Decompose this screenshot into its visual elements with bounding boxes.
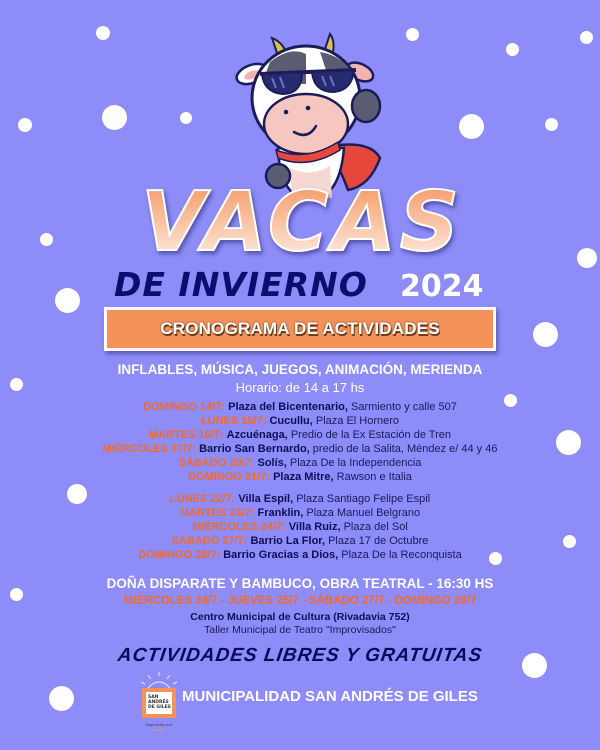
svg-text:ANDRÉS: ANDRÉS bbox=[148, 700, 169, 705]
schedule-row: SÁBADO 20/7: Solís, Plaza De la Independencia bbox=[178, 457, 422, 469]
snowflake-dot-icon bbox=[40, 233, 53, 246]
snowflake-dot-icon bbox=[459, 114, 484, 139]
schedule-row: LUNES 22/7: Villa Espil, Plaza Santiago Felipe Espil bbox=[169, 493, 431, 505]
snowflake-dot-icon bbox=[580, 31, 593, 44]
year: 2024 bbox=[400, 269, 484, 304]
schedule-row: LUNES 15/7: Cucullu, Plaza El Hornero bbox=[200, 415, 400, 427]
play-venue: Centro Municipal de Cultura (Rivadavia 752) bbox=[190, 611, 410, 623]
schedule-week-1 bbox=[0, 400, 600, 484]
snowflake-dot-icon bbox=[577, 248, 597, 268]
activities-list: INFLABLES, MÚSICA, JUEGOS, ANIMACIÓN, MERIENDA bbox=[117, 362, 483, 377]
subtitle bbox=[108, 262, 508, 304]
schedule-row: MARTES 16/7: Azcuénaga, Predio de la Ex Estación de Tren bbox=[148, 429, 452, 441]
schedule-row: MIÉRCOLES 24/7: Villa Ruiz, Plaza del Sol bbox=[192, 521, 408, 533]
hours: Horario: de 14 a 17 hs bbox=[235, 380, 365, 395]
svg-text:SAN: SAN bbox=[148, 695, 159, 700]
banner-label: CRONOGRAMA DE ACTIVIDADES bbox=[160, 319, 440, 338]
municipality-logo-icon bbox=[138, 672, 180, 734]
snowflake-dot-icon bbox=[545, 118, 558, 131]
schedule-week-2 bbox=[0, 492, 600, 562]
play-group: Taller Municipal de Teatro "Improvisados" bbox=[204, 624, 396, 636]
schedule-row: MIÉRCOLES 17/7: Barrio San Bernardo, predio de la Salita, Méndez e/ 44 y 46 bbox=[102, 443, 498, 455]
snowflake-dot-icon bbox=[18, 118, 32, 132]
schedule-row: SÁBADO 27/7: Barrio La Flor, Plaza 17 de Octubre bbox=[171, 535, 429, 547]
snowflake-dot-icon bbox=[533, 322, 558, 347]
snowflake-dot-icon bbox=[406, 28, 419, 41]
snowflake-dot-icon bbox=[102, 105, 127, 130]
schedule-row: MARTES 23/7: Franklin, Plaza Manuel Belgrano bbox=[179, 507, 421, 519]
snowflake-dot-icon bbox=[49, 686, 74, 711]
title-vacas bbox=[112, 180, 492, 260]
banner-cronograma bbox=[104, 307, 496, 351]
play-dates: MIÉRCOLES 24/7 - JUEVES 25/7 - SÁBADO 27/7 - DOMINGO 28/7 bbox=[123, 595, 477, 607]
play-title: DOÑA DISPARATE Y BAMBUCO, OBRA TEATRAL - 16:30 HS bbox=[106, 576, 494, 591]
schedule-row: DOMINGO 14/7: Plaza del Bicentenario, Sarmiento y calle 507 bbox=[143, 401, 457, 413]
cow-mascot-icon bbox=[220, 28, 390, 198]
schedule-row: DOMINGO 21/7: Plaza Mitre, Rawson e Italia bbox=[188, 471, 412, 483]
schedule-row: DOMINGO 28/7: Barrio Gracias a Dios, Plaza De la Reconquista bbox=[138, 549, 462, 561]
free-activities-tagline: ACTIVIDADES LIBRES Y GRATUITAS bbox=[116, 645, 484, 666]
municipality-name: MUNICIPALIDAD SAN ANDRÉS DE GILES bbox=[182, 688, 478, 705]
svg-text:VACAS: VACAS bbox=[141, 180, 463, 260]
svg-text:DE GILES: DE GILES bbox=[148, 705, 171, 710]
snowflake-dot-icon bbox=[506, 43, 519, 56]
svg-text:llegá antes acá: llegá antes acá bbox=[145, 723, 173, 727]
snowflake-dot-icon bbox=[55, 288, 80, 313]
snowflake-dot-icon bbox=[180, 112, 192, 124]
subtitle-de-invierno: DE INVIERNO bbox=[114, 265, 368, 304]
snowflake-dot-icon bbox=[96, 26, 110, 40]
